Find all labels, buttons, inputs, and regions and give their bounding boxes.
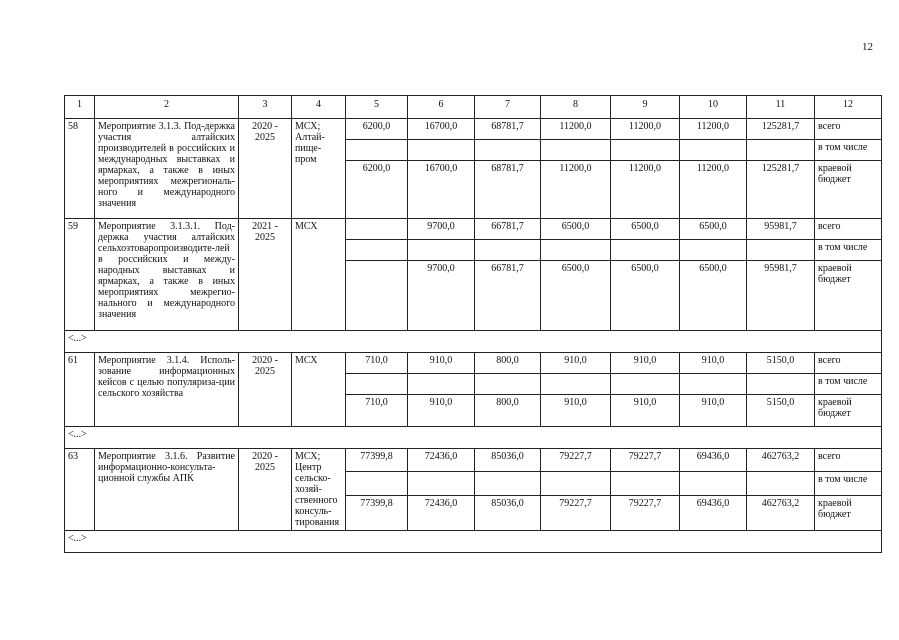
amount-regional: 72436,0	[408, 495, 475, 530]
executor: МСХ; Центр сельско-хозяй-ственного консуль-тирования	[292, 449, 346, 531]
empty-cell	[680, 240, 747, 261]
empty-cell	[408, 472, 475, 495]
empty-cell	[541, 240, 611, 261]
empty-cell	[408, 140, 475, 161]
header-cell: 4	[292, 96, 346, 119]
header-cell: 12	[815, 96, 882, 119]
amount-regional: 69436,0	[680, 495, 747, 530]
empty-cell	[346, 472, 408, 495]
header-cell: 3	[239, 96, 292, 119]
amount-total: 16700,0	[408, 119, 475, 140]
table-row	[65, 353, 882, 374]
amount-total: 462763,2	[747, 449, 815, 472]
activity-name: Мероприятие 3.1.3. Под-держка участия алтайских производителей в российских и международных выставках и ярмарках, а также в иных мероприятиях межрегиональ-ного и международного значения	[95, 119, 239, 219]
amount-regional: 125281,7	[747, 161, 815, 219]
header-row	[65, 96, 882, 119]
amount-regional: 910,0	[680, 395, 747, 427]
page-number: 12	[862, 41, 873, 53]
empty-cell	[611, 240, 680, 261]
row-number: 59	[65, 219, 95, 331]
amount-regional: 9700,0	[408, 261, 475, 331]
amount-total: 72436,0	[408, 449, 475, 472]
amount-regional: 6500,0	[680, 261, 747, 331]
funding-label: всего	[815, 219, 882, 240]
empty-cell	[611, 472, 680, 495]
amount-regional: 66781,7	[475, 261, 541, 331]
header-cell: 5	[346, 96, 408, 119]
empty-cell	[680, 140, 747, 161]
budget-table	[64, 95, 882, 553]
header-cell: 10	[680, 96, 747, 119]
header-cell: 11	[747, 96, 815, 119]
amount-regional: 462763,2	[747, 495, 815, 530]
amount-total: 910,0	[680, 353, 747, 374]
activity-name: Мероприятие 3.1.6. Развитие информационно-консульта-ционной службы АПК	[95, 449, 239, 531]
amount-total: 9700,0	[408, 219, 475, 240]
funding-label: всего	[815, 449, 882, 472]
amount-total: 11200,0	[680, 119, 747, 140]
amount-regional: 910,0	[611, 395, 680, 427]
amount-regional: 910,0	[408, 395, 475, 427]
amount-regional: 79227,7	[541, 495, 611, 530]
amount-total: 710,0	[346, 353, 408, 374]
funding-label: краевой бюджет	[815, 261, 882, 331]
amount-regional: 6500,0	[611, 261, 680, 331]
empty-cell	[747, 374, 815, 395]
funding-label: краевой бюджет	[815, 395, 882, 427]
amount-regional	[346, 261, 408, 331]
empty-cell	[346, 240, 408, 261]
empty-cell	[541, 374, 611, 395]
amount-total: 910,0	[408, 353, 475, 374]
period: 2020 - 2025	[239, 353, 292, 427]
ellipsis-cell: <...>	[65, 331, 882, 353]
amount-total: 910,0	[611, 353, 680, 374]
amount-total: 6500,0	[680, 219, 747, 240]
empty-cell	[408, 240, 475, 261]
row-number: 58	[65, 119, 95, 219]
empty-cell	[611, 140, 680, 161]
funding-label: всего	[815, 119, 882, 140]
amount-regional: 85036,0	[475, 495, 541, 530]
funding-label: краевой бюджет	[815, 161, 882, 219]
executor: МСХ	[292, 219, 346, 331]
empty-cell	[680, 472, 747, 495]
empty-cell	[475, 472, 541, 495]
amount-total: 77399,8	[346, 449, 408, 472]
ellipsis-cell: <...>	[65, 427, 882, 449]
empty-cell	[541, 140, 611, 161]
header-cell: 1	[65, 96, 95, 119]
funding-label: всего	[815, 353, 882, 374]
amount-regional: 11200,0	[611, 161, 680, 219]
empty-cell	[541, 472, 611, 495]
funding-label: в том числе	[815, 240, 882, 261]
ellipsis-row	[65, 427, 882, 449]
amount-total: 6200,0	[346, 119, 408, 140]
funding-label: в том числе	[815, 472, 882, 495]
amount-regional: 16700,0	[408, 161, 475, 219]
amount-regional: 800,0	[475, 395, 541, 427]
header-cell: 7	[475, 96, 541, 119]
row-number: 61	[65, 353, 95, 427]
amount-total: 125281,7	[747, 119, 815, 140]
amount-regional: 95981,7	[747, 261, 815, 331]
amount-total: 66781,7	[475, 219, 541, 240]
funding-label: в том числе	[815, 140, 882, 161]
header-cell: 8	[541, 96, 611, 119]
amount-total: 6500,0	[541, 219, 611, 240]
period: 2020 - 2025	[239, 449, 292, 531]
ellipsis-cell: <...>	[65, 531, 882, 553]
amount-total: 800,0	[475, 353, 541, 374]
amount-total: 69436,0	[680, 449, 747, 472]
amount-regional: 710,0	[346, 395, 408, 427]
empty-cell	[408, 374, 475, 395]
header-cell: 2	[95, 96, 239, 119]
table-row	[65, 119, 882, 140]
amount-total: 68781,7	[475, 119, 541, 140]
activity-name: Мероприятие 3.1.3.1. Под-держка участия алтайских сельхозтоваропроизводите-лей в российских и между-народных выставках и ярмарках, а также в иных мероприятиях межрегио-нального и международного значения	[95, 219, 239, 331]
amount-regional: 79227,7	[611, 495, 680, 530]
empty-cell	[475, 240, 541, 261]
amount-total: 79227,7	[541, 449, 611, 472]
amount-regional: 5150,0	[747, 395, 815, 427]
row-number: 63	[65, 449, 95, 531]
amount-regional: 11200,0	[680, 161, 747, 219]
amount-regional: 910,0	[541, 395, 611, 427]
empty-cell	[346, 140, 408, 161]
table-row	[65, 219, 882, 240]
empty-cell	[475, 140, 541, 161]
empty-cell	[747, 140, 815, 161]
header-cell: 6	[408, 96, 475, 119]
funding-label: в том числе	[815, 374, 882, 395]
amount-total: 11200,0	[541, 119, 611, 140]
executor: МСХ; Алтай-пище-пром	[292, 119, 346, 219]
amount-total: 11200,0	[611, 119, 680, 140]
amount-regional: 11200,0	[541, 161, 611, 219]
empty-cell	[747, 240, 815, 261]
amount-total: 85036,0	[475, 449, 541, 472]
amount-total: 910,0	[541, 353, 611, 374]
amount-total	[346, 219, 408, 240]
amount-total: 6500,0	[611, 219, 680, 240]
activity-name: Мероприятие 3.1.4. Исполь-зование информационных кейсов с целью популяриза-ции сельского хозяйства	[95, 353, 239, 427]
table-row	[65, 449, 882, 472]
amount-total: 79227,7	[611, 449, 680, 472]
period: 2021 - 2025	[239, 219, 292, 331]
empty-cell	[611, 374, 680, 395]
empty-cell	[747, 472, 815, 495]
empty-cell	[475, 374, 541, 395]
period: 2020 - 2025	[239, 119, 292, 219]
ellipsis-row	[65, 531, 882, 553]
ellipsis-row	[65, 331, 882, 353]
header-cell: 9	[611, 96, 680, 119]
empty-cell	[680, 374, 747, 395]
amount-total: 5150,0	[747, 353, 815, 374]
executor: МСХ	[292, 353, 346, 427]
empty-cell	[346, 374, 408, 395]
amount-regional: 77399,8	[346, 495, 408, 530]
funding-label: краевой бюджет	[815, 495, 882, 530]
amount-regional: 6500,0	[541, 261, 611, 331]
amount-regional: 68781,7	[475, 161, 541, 219]
amount-regional: 6200,0	[346, 161, 408, 219]
amount-total: 95981,7	[747, 219, 815, 240]
